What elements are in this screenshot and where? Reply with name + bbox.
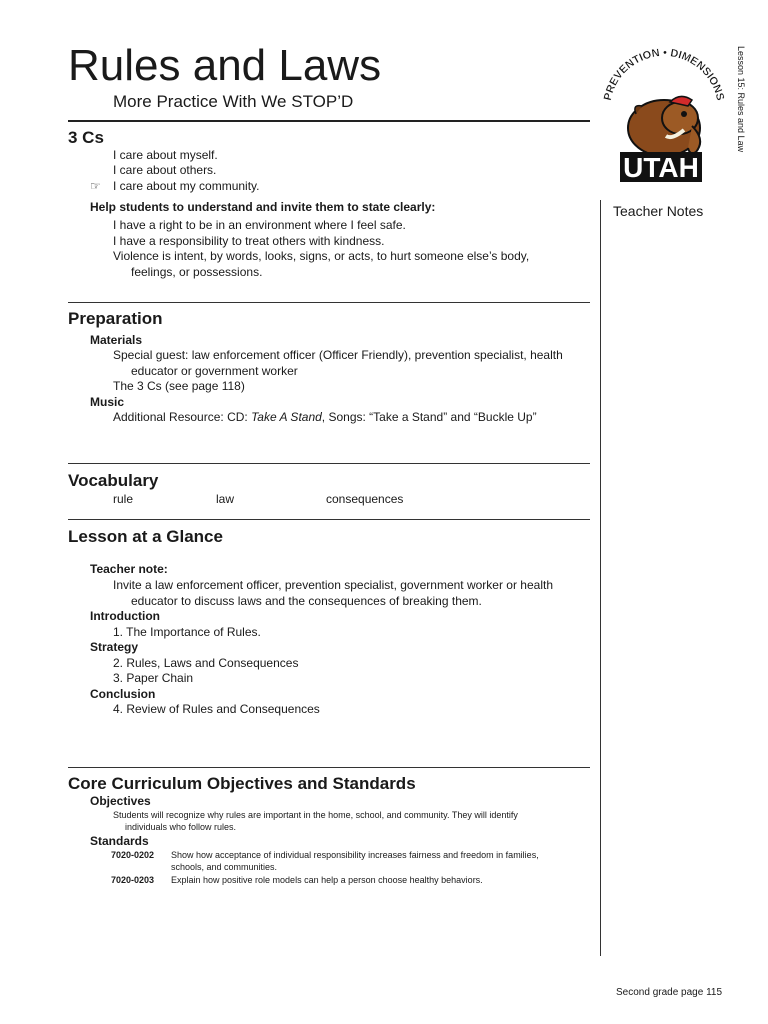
standard-text: Explain how positive role models can help a person choose healthy behaviors. <box>171 875 483 885</box>
materials-line: Special guest: law enforcement officer (Officer Friendly), prevention specialist, health <box>113 348 563 362</box>
conclusion-item: 4. Review of Rules and Consequences <box>113 702 320 716</box>
vocabulary-heading: Vocabulary <box>68 471 159 490</box>
strategy-label: Strategy <box>90 640 139 654</box>
three-cs-statement: Violence is intent, by words, looks, signs, or acts, to hurt someone else’s body, <box>113 249 530 263</box>
introduction-item: 1. The Importance of Rules. <box>113 625 261 639</box>
three-cs-heading: 3 Cs <box>68 128 104 147</box>
vocabulary-word: consequences <box>326 492 404 506</box>
objectives-line: Students will recognize why rules are important in the home, school, and community. They will identify <box>113 810 518 820</box>
teacher-note-line: educator to discuss laws and the consequences of breaking them. <box>131 594 482 608</box>
lesson-side-label: Lesson 15: Rules and Law <box>736 46 746 153</box>
teacher-notes-divider <box>600 200 601 956</box>
svg-text:PREVENTION • DIMENSIONS <box>602 48 726 102</box>
page-title: Rules and Laws <box>68 41 382 90</box>
logo-arc-text: PREVENTION • DIMENSIONS <box>601 48 726 102</box>
three-cs-item: I care about others. <box>113 163 217 177</box>
three-cs-item: I care about my community. <box>113 179 260 193</box>
three-cs-statement: feelings, or possessions. <box>131 265 263 279</box>
vocabulary-word: law <box>216 492 235 506</box>
materials-label: Materials <box>90 333 143 347</box>
strategy-item: 3. Paper Chain <box>113 671 194 685</box>
music-line: Additional Resource: CD: Take A Stand, Songs: “Take a Stand” and “Buckle Up” <box>113 410 537 424</box>
three-cs-statement: I have a responsibility to treat others with kindness. <box>113 234 385 248</box>
strategy-item: 2. Rules, Laws and Consequences <box>113 656 299 670</box>
three-cs-item: I care about myself. <box>113 148 218 162</box>
standard-text: schools, and communities. <box>171 862 278 872</box>
teacher-note-label: Teacher note: <box>90 562 168 576</box>
three-cs-statement: I have a right to be in an environment where I feel safe. <box>113 218 406 232</box>
music-cd-title: Take A Stand <box>251 410 322 424</box>
conclusion-label: Conclusion <box>90 687 156 701</box>
core-curriculum-heading: Core Curriculum Objectives and Standards <box>68 774 416 793</box>
standards-label: Standards <box>90 834 149 848</box>
standard-code: 7020-0203 <box>111 875 155 885</box>
vocabulary-word: rule <box>113 492 134 506</box>
standard-text: Show how acceptance of individual responsibility increases fairness and freedom in families, <box>171 850 539 860</box>
materials-line: The 3 Cs (see page 118) <box>113 379 245 393</box>
music-label: Music <box>90 395 125 409</box>
section-divider <box>68 767 590 768</box>
objectives-line: individuals who follow rules. <box>125 822 237 832</box>
page-footer: Second grade page 115 <box>616 987 723 998</box>
logo-utah-word: UTAH <box>623 152 699 183</box>
materials-line: educator or government worker <box>131 364 298 378</box>
introduction-label: Introduction <box>90 609 160 623</box>
section-divider <box>68 519 590 520</box>
preparation-heading: Preparation <box>68 309 163 328</box>
teacher-note-line: Invite a law enforcement officer, prevention specialist, government worker or health <box>113 578 554 592</box>
teacher-notes-label: Teacher Notes <box>613 203 704 219</box>
standard-code: 7020-0202 <box>111 850 155 860</box>
page-subtitle: More Practice With We STOP’D <box>113 92 354 111</box>
section-divider <box>68 463 590 464</box>
lesson-glance-heading: Lesson at a Glance <box>68 527 223 546</box>
prevention-dimensions-utah-logo <box>596 48 726 188</box>
pointing-hand-icon: ☞ <box>90 179 101 193</box>
title-divider <box>68 120 590 122</box>
objectives-label: Objectives <box>90 794 151 808</box>
section-divider <box>68 302 590 303</box>
three-cs-prompt: Help students to understand and invite them to state clearly: <box>90 200 436 214</box>
